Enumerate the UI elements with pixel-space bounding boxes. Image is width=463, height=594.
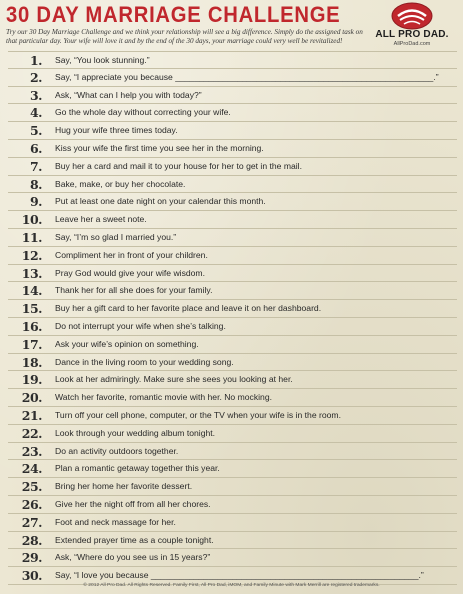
day-number: 30. xyxy=(21,568,42,584)
list-item xyxy=(8,51,457,69)
day-task: Bring her home her favorite dessert. xyxy=(55,481,193,492)
day-task: Buy her a gift card to her favorite place and leave it on her dashboard. xyxy=(55,303,322,314)
day-task: Compliment her in front of your children. xyxy=(55,249,208,260)
day-task: Watch her favorite, romantic movie with her. No mocking. xyxy=(55,392,272,403)
day-task: Say, “I love you because ________________________________________________________.” xyxy=(55,570,424,581)
day-number: 1. xyxy=(29,53,42,68)
day-task: Leave her a sweet note. xyxy=(55,214,147,225)
list-item xyxy=(8,282,457,300)
day-number: 11. xyxy=(21,229,42,245)
day-task: Give her the night off from all her chores. xyxy=(55,498,211,509)
day-number: 7. xyxy=(29,158,42,174)
challenge-list xyxy=(8,51,457,585)
day-task: Look at her admiringly. Make sure she sees you looking at her. xyxy=(55,374,293,385)
list-item xyxy=(8,158,457,176)
list-item xyxy=(8,354,457,372)
day-number: 6. xyxy=(29,140,42,156)
list-item xyxy=(8,478,457,496)
day-task: Say, “I’m so glad I married you.” xyxy=(55,231,177,242)
list-item xyxy=(8,514,457,532)
logo-name: ALL PRO DAD. xyxy=(375,29,449,40)
list-item xyxy=(8,247,457,265)
day-task: Buy her a card and mail it to your house for her to get in the mail. xyxy=(55,160,302,171)
list-item xyxy=(8,193,457,211)
list-item xyxy=(8,300,457,318)
day-task: Go the whole day without correcting your wife. xyxy=(55,107,231,118)
header xyxy=(0,0,463,50)
day-task: Dance in the living room to your wedding song. xyxy=(55,356,234,367)
day-task: Do not interrupt your wife when she’s talking. xyxy=(55,320,226,331)
list-item xyxy=(8,140,457,158)
day-number: 3. xyxy=(29,87,42,103)
day-number: 17. xyxy=(21,336,42,352)
day-number: 29. xyxy=(21,550,42,566)
day-task: Look through your wedding album tonight. xyxy=(55,427,216,438)
day-number: 5. xyxy=(29,123,42,139)
list-item xyxy=(8,532,457,550)
day-task: Kiss your wife the first time you see her in the morning. xyxy=(55,142,264,153)
list-item xyxy=(8,425,457,443)
day-task: Bake, make, or buy her chocolate. xyxy=(55,178,186,189)
list-item xyxy=(8,389,457,407)
day-number: 23. xyxy=(21,443,42,459)
day-number: 26. xyxy=(21,496,42,512)
day-task: Say, “I appreciate you because ______________________________________________________.” xyxy=(55,71,439,82)
day-task: Do an activity outdoors together. xyxy=(55,445,179,456)
day-task: Ask your wife’s opinion on something. xyxy=(55,338,199,349)
list-item xyxy=(8,460,457,478)
day-number: 12. xyxy=(21,247,42,263)
day-number: 8. xyxy=(29,176,42,192)
day-number: 4. xyxy=(29,105,42,121)
day-number: 27. xyxy=(21,514,42,530)
day-task: Turn off your cell phone, computer, or the TV when your wife is in the room. xyxy=(55,409,341,420)
day-task: Foot and neck massage for her. xyxy=(55,516,176,527)
list-item xyxy=(8,69,457,87)
list-item xyxy=(8,104,457,122)
list-item xyxy=(8,211,457,229)
list-item xyxy=(8,407,457,425)
intro-text: Try our 30 Day Marriage Challenge and we think your relationship will see a big difference. Simply do the assigned task on that particular day. Your wife will love it and by the end of the 30 days, your marriage could very well be revitalized! xyxy=(6,28,363,45)
day-number: 21. xyxy=(21,407,42,423)
list-item xyxy=(8,496,457,514)
day-task: Plan a romantic getaway together this year. xyxy=(55,463,220,474)
day-task: Pray God would give your wife wisdom. xyxy=(55,267,205,278)
list-item xyxy=(8,87,457,105)
day-task: Hug your wife three times today. xyxy=(55,125,178,136)
day-task: Ask, “What can I help you with today?” xyxy=(55,89,202,100)
list-item xyxy=(8,122,457,140)
day-task: Put at least one date night on your calendar this month. xyxy=(55,196,266,207)
day-task: Ask, “Where do you see us in 15 years?” xyxy=(55,552,211,563)
list-item xyxy=(8,176,457,194)
day-number: 14. xyxy=(21,283,42,299)
copyright-footer: © 2012 All Pro Dad. All Rights Reserved. Family First, All Pro Dad, iMOM, and Family Minute with Mark Merrill are registered trademarks. xyxy=(83,583,380,588)
day-number: 10. xyxy=(21,212,42,228)
day-number: 20. xyxy=(21,390,42,406)
day-number: 13. xyxy=(21,265,42,281)
day-number: 19. xyxy=(21,372,42,388)
list-item xyxy=(8,265,457,283)
list-item xyxy=(8,549,457,567)
day-number: 15. xyxy=(21,301,42,317)
day-number: 24. xyxy=(21,461,42,477)
page-title: 30 DAY MARRIAGE CHALLENGE xyxy=(6,2,341,27)
logo-url: AllProDad.com xyxy=(393,41,431,47)
football-helmet-icon xyxy=(390,1,434,31)
day-task: Say, “You look stunning.” xyxy=(55,55,150,65)
list-item xyxy=(8,443,457,461)
day-number: 18. xyxy=(21,354,42,370)
day-number: 25. xyxy=(21,479,42,495)
list-item xyxy=(8,318,457,336)
all-pro-dad-logo xyxy=(366,1,458,49)
list-item xyxy=(8,371,457,389)
day-task: Extended prayer time as a couple tonight. xyxy=(55,534,214,545)
day-number: 9. xyxy=(29,194,42,210)
list-item xyxy=(8,336,457,354)
day-task: Thank her for all she does for your family. xyxy=(55,285,213,296)
list-item xyxy=(8,229,457,247)
day-number: 28. xyxy=(21,532,42,548)
day-number: 16. xyxy=(21,318,42,334)
day-number: 22. xyxy=(21,425,42,441)
day-number: 2. xyxy=(29,69,42,85)
